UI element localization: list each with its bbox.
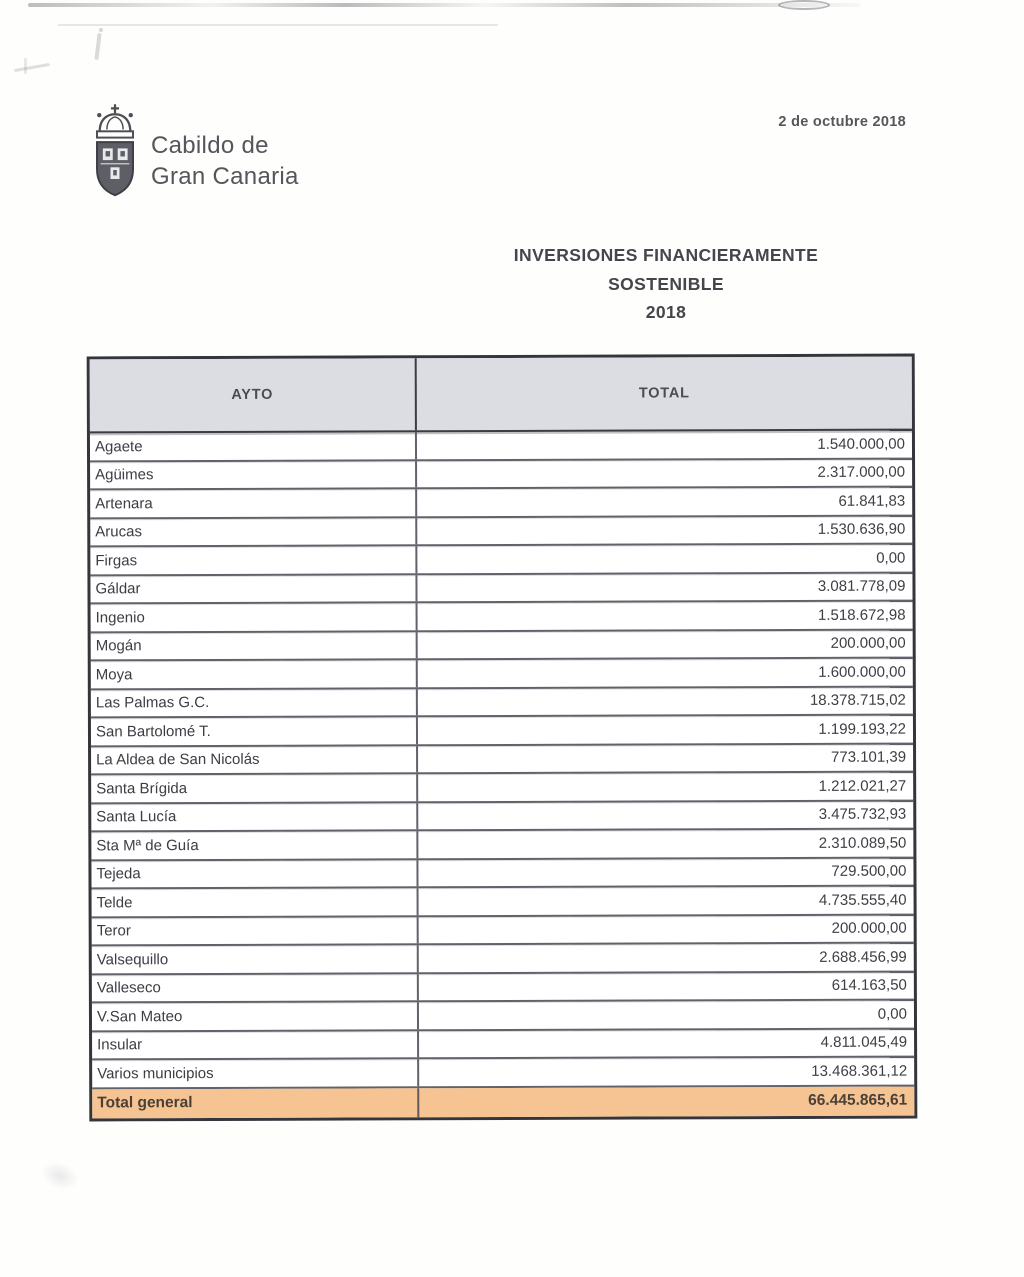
row-total: 200.000,00 <box>830 634 906 653</box>
scan-mark-corner-v <box>24 58 27 74</box>
row-total: 13.468.361,12 <box>811 1062 908 1080</box>
table-row <box>91 773 913 804</box>
org-name <box>151 130 299 192</box>
table-row <box>91 744 913 775</box>
column-header-ayto: AYTO <box>90 358 417 431</box>
table-row <box>92 1058 914 1089</box>
table-row <box>90 459 912 490</box>
scan-mark-corner <box>14 63 50 72</box>
row-ayto: Firgas <box>90 546 417 574</box>
row-total: 1.518.672,98 <box>817 606 906 624</box>
row-total: 2.317.000,00 <box>817 463 906 482</box>
row-ayto: Santa Lucía <box>91 803 418 831</box>
table-row <box>91 687 913 718</box>
total-row-label: Total general <box>92 1088 419 1118</box>
row-total: 3.081.778,09 <box>817 577 906 596</box>
table-row <box>92 1029 914 1060</box>
table-row <box>90 545 912 576</box>
org-name-line1: Cabildo de <box>151 132 269 159</box>
table-total-row <box>92 1086 914 1118</box>
row-total: 2.688.456,99 <box>819 948 907 966</box>
investments-table <box>87 354 918 1121</box>
row-total: 773.101,39 <box>830 748 907 767</box>
row-ayto: Valsequillo <box>92 945 419 973</box>
row-ayto: Teror <box>92 917 419 945</box>
row-ayto: Agüimes <box>90 461 417 489</box>
table-row <box>91 716 913 747</box>
row-total: 4.735.555,40 <box>818 891 907 909</box>
document-title-line1: INVERSIONES FINANCIERAMENTE <box>513 245 819 265</box>
scan-mark-left <box>94 33 101 60</box>
table-row <box>92 944 914 975</box>
row-total: 1.530.636,90 <box>817 520 906 539</box>
table-row <box>90 488 912 519</box>
row-total: 729.500,00 <box>831 862 907 881</box>
table-header-row <box>90 357 912 434</box>
row-total: 1.199.193,22 <box>818 720 907 738</box>
row-ayto: Las Palmas G.C. <box>91 689 418 717</box>
table-row <box>91 602 913 633</box>
row-ayto: V.San Mateo <box>92 1002 419 1030</box>
row-total: 18.378.715,02 <box>809 691 906 710</box>
row-total: 1.600.000,00 <box>818 663 906 681</box>
row-total: 2.310.089,50 <box>818 834 907 852</box>
scan-streak-faint <box>58 24 498 26</box>
table-body <box>90 431 914 1089</box>
row-ayto: Telde <box>92 888 419 916</box>
cabildo-coat-of-arms-icon <box>88 102 142 202</box>
row-total: 1.540.000,00 <box>817 435 906 453</box>
org-name-line2: Gran Canaria <box>151 163 299 190</box>
row-ayto: Moya <box>91 660 418 688</box>
table-row <box>91 830 913 861</box>
row-ayto: Artenara <box>90 489 417 517</box>
row-ayto: Tejeda <box>91 860 418 888</box>
table-row <box>91 630 913 661</box>
row-ayto: Varios municipios <box>92 1059 419 1087</box>
table-row <box>90 431 912 462</box>
table-row <box>91 659 913 690</box>
scan-mark-oval <box>778 0 830 10</box>
document-title-line2: SOSTENIBLE <box>608 273 724 294</box>
row-ayto: Agaete <box>90 432 417 460</box>
row-ayto: Arucas <box>90 518 417 546</box>
table-row <box>92 1001 914 1032</box>
row-ayto: Valleseco <box>92 974 419 1002</box>
column-header-total: TOTAL <box>638 385 690 402</box>
row-ayto: Mogán <box>91 632 418 660</box>
row-ayto: Insular <box>92 1031 419 1059</box>
row-total: 614.163,50 <box>831 976 907 995</box>
document-title <box>426 241 906 327</box>
total-row-value: 66.445.865,61 <box>808 1091 908 1109</box>
row-ayto: Sta Mª de Guía <box>91 831 418 859</box>
row-total: 1.212.021,27 <box>818 777 907 795</box>
row-ayto: Ingenio <box>91 603 418 631</box>
document-date: 2 de octubre 2018 <box>778 114 906 130</box>
table-row <box>90 573 912 604</box>
scan-streak-top <box>28 3 860 7</box>
row-ayto: Gáldar <box>90 575 417 603</box>
table-row <box>92 915 914 946</box>
row-ayto: Santa Brígida <box>91 774 418 802</box>
scan-mark-left-dot <box>99 28 103 32</box>
row-ayto: La Aldea de San Nicolás <box>91 746 418 774</box>
table-row <box>91 858 913 889</box>
row-total: 200.000,00 <box>831 919 907 938</box>
row-total: 61.841,83 <box>838 492 906 510</box>
row-total: 3.475.732,93 <box>818 805 907 824</box>
table-row <box>90 516 912 547</box>
row-total: 0,00 <box>876 549 906 567</box>
row-total: 4.811.045,49 <box>820 1033 908 1052</box>
table-row <box>92 887 914 918</box>
table-row <box>92 972 914 1003</box>
row-total: 0,00 <box>877 1005 907 1023</box>
scan-smudge-bottom <box>37 1157 83 1195</box>
row-ayto: San Bartolomé T. <box>91 717 418 745</box>
document-title-line3: 2018 <box>645 302 687 322</box>
table-row <box>91 801 913 832</box>
